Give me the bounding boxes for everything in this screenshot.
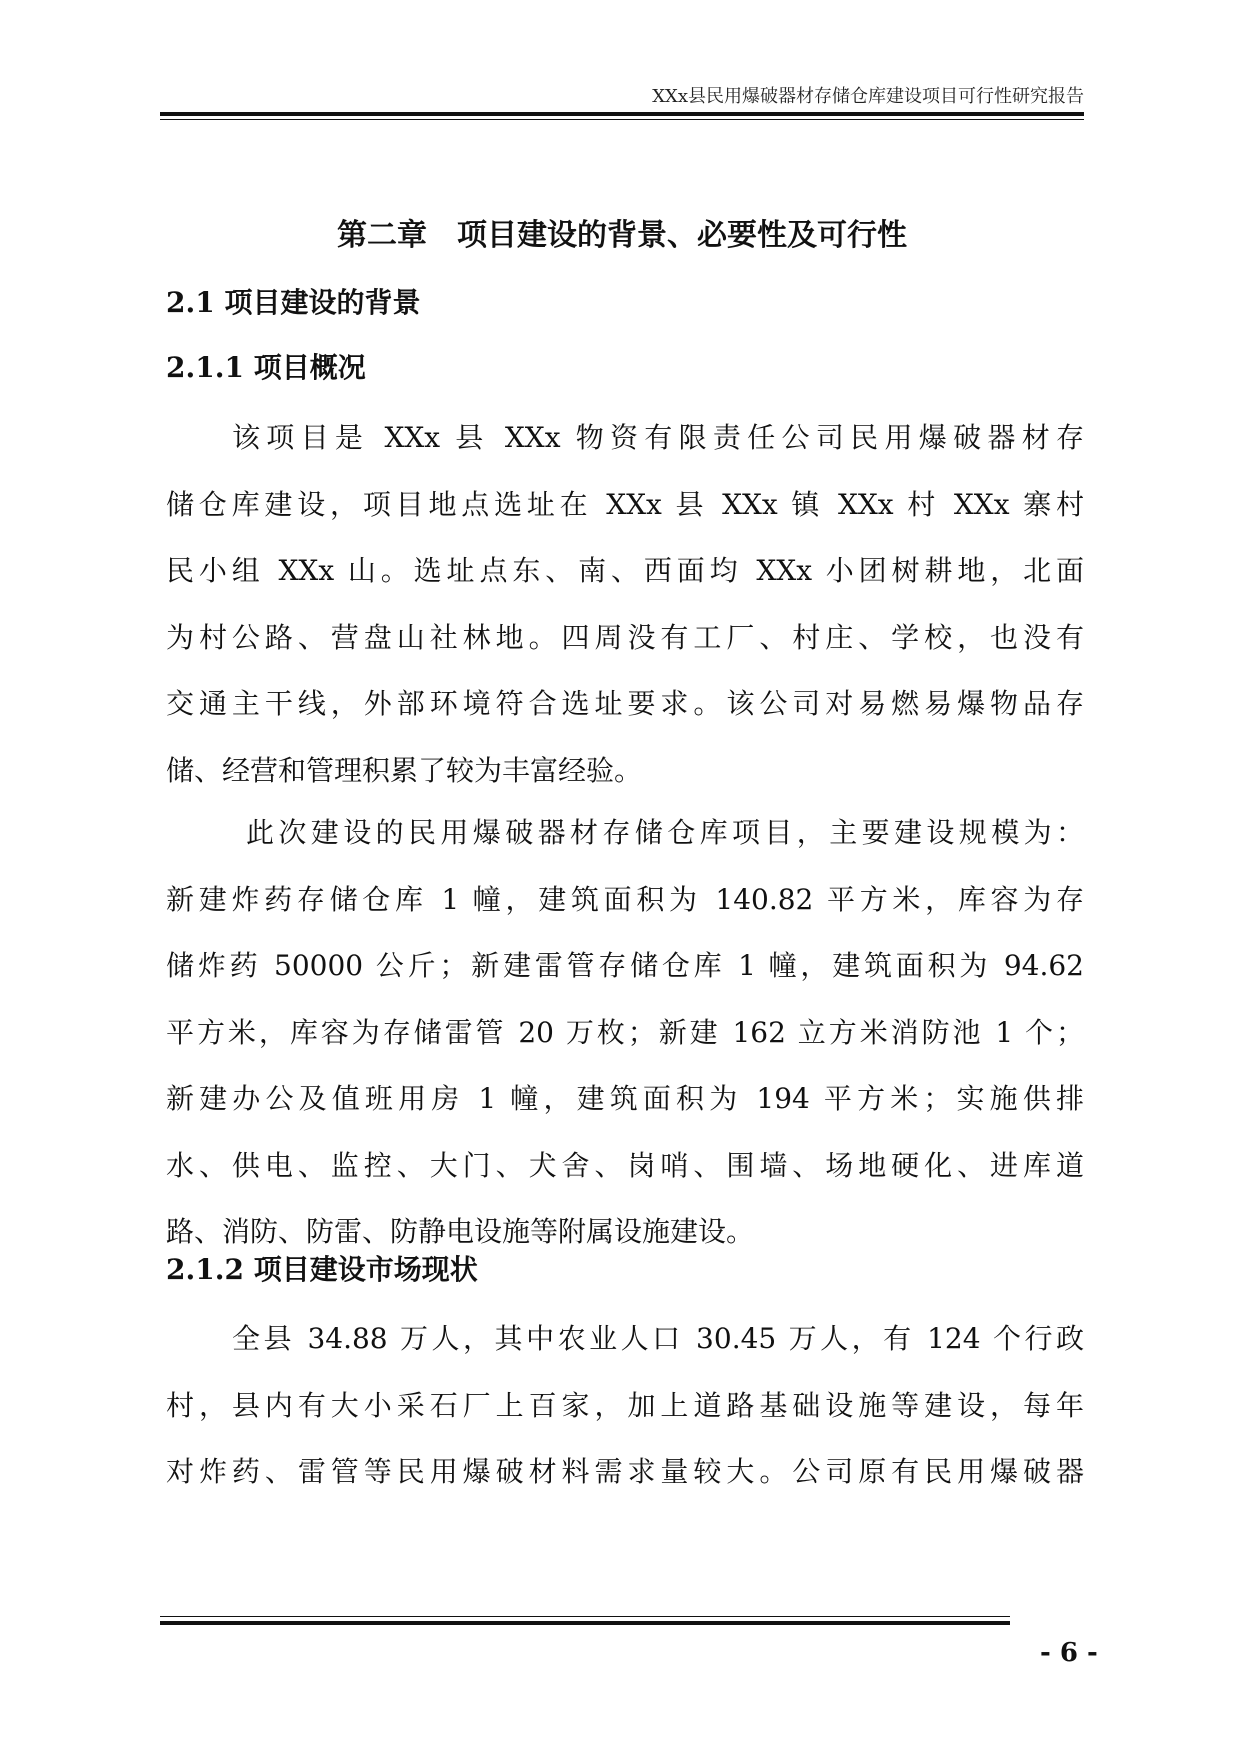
paragraph-line: 村，县内有大小采石厂上百家，加上道路基础设施等建设，每年 [166, 1388, 1084, 1422]
paragraph-line: 储炸药 50000 公斤；新建雷管存储仓库 1 幢，建筑面积为 94.62 [166, 949, 1084, 982]
paragraph-line: 此次建设的民用爆破器材存储仓库项目，主要建设规模为： [246, 816, 1084, 849]
paragraph-project-overview [166, 405, 1084, 804]
header-rule-thin [160, 119, 1084, 120]
paragraph-line: 新建炸药存储仓库 1 幢，建筑面积为 140.82 平方米，库容为存 [166, 882, 1084, 916]
footer-rule-thick [160, 1621, 1010, 1625]
paragraph-line: 储、经营和管理积累了较为丰富经验。 [166, 753, 643, 787]
paragraph-line: 全县 34.88 万人，其中农业人口 30.45 万人，有 124 个行政 [232, 1322, 1084, 1355]
page-number: - 6 - [1040, 1638, 1098, 1668]
paragraph-line: 为村公路、营盘山社林地。四周没有工厂、村庄、学校，也没有 [166, 620, 1084, 654]
footer-rule-thin [160, 1616, 1010, 1617]
section-heading-2-1-2: 2.1.2 项目建设市场现状 [166, 1253, 478, 1286]
paragraph-market-status [166, 1306, 1084, 1506]
section-heading-2-1: 2.1 项目建设的背景 [166, 286, 421, 319]
running-header: XXx县民用爆破器材存储仓库建设项目可行性研究报告 [652, 86, 1084, 107]
chapter-title: 第二章 项目建设的背景、必要性及可行性 [337, 218, 907, 253]
paragraph-line: 路、消防、防雷、防静电设施等附属设施建设。 [166, 1215, 755, 1248]
paragraph-construction-scale [166, 800, 1084, 1266]
section-heading-2-1-1: 2.1.1 项目概况 [166, 351, 366, 384]
paragraph-line: 民小组 XXx 山。选址点东、南、西面均 XXx 小团树耕地，北面 [166, 554, 1084, 587]
paragraph-line: 对炸药、雷管等民用爆破材料需求量较大。公司原有民用爆破器 [166, 1455, 1084, 1488]
paragraph-line: 储仓库建设，项目地点选址在 XXx 县 XXx 镇 XXx 村 XXx 寨村 [166, 487, 1084, 521]
paragraph-line: 平方米，库容为存储雷管 20 万枚；新建 162 立方米消防池 1 个； [166, 1015, 1084, 1049]
paragraph-line: 交通主干线，外部环境符合选址要求。该公司对易燃易爆物品存 [166, 687, 1084, 720]
paragraph-line: 该项目是 XXx 县 XXx 物资有限责任公司民用爆破器材存 [232, 421, 1084, 454]
header-rule-thick [160, 112, 1084, 116]
paragraph-line: 新建办公及值班用房 1 幢，建筑面积为 194 平方米；实施供排 [166, 1082, 1084, 1115]
paragraph-line: 水、供电、监控、大门、犬舍、岗哨、围墙、场地硬化、进库道 [166, 1148, 1084, 1182]
